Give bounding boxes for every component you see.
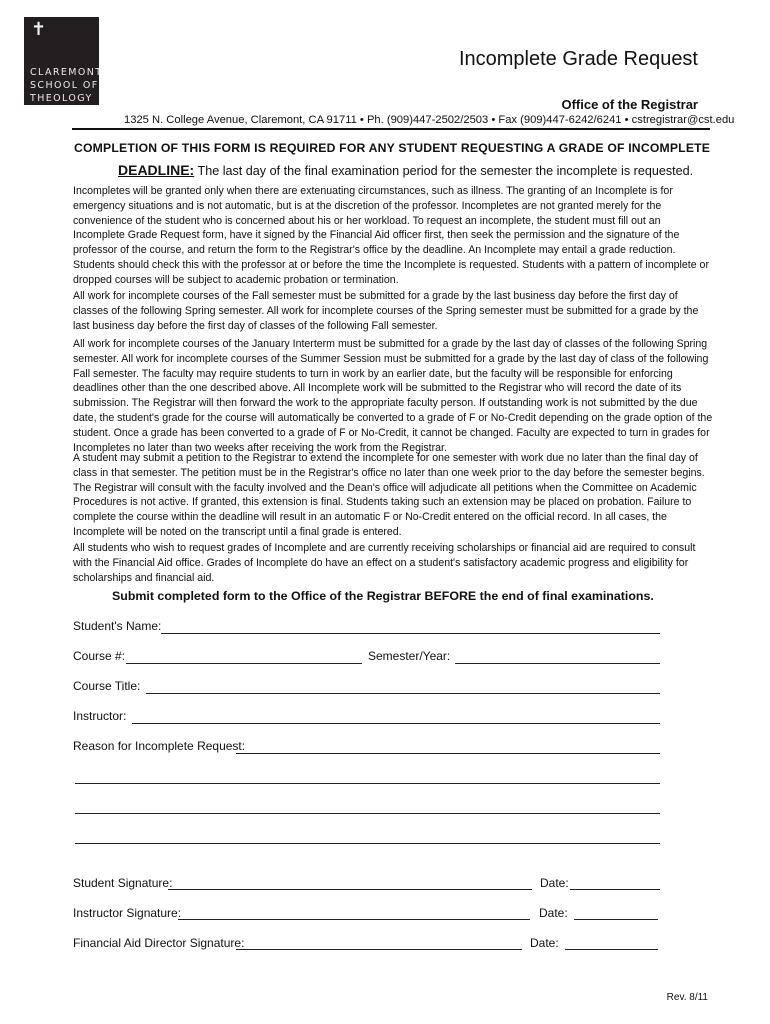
course-title-field[interactable] — [146, 693, 660, 694]
semester-year-field[interactable] — [455, 663, 660, 664]
reason-field-line[interactable] — [75, 843, 660, 844]
policy-paragraph: All work for incomplete courses of the Fall semester must be submitted for a grade by the last business day before the first day of classes of the following Spring semester. All work for incomplete courses of the Spring semester must be submitted for a grade by the last business day before the first day of classes of the following Fall semester. — [73, 290, 699, 332]
student-name-field[interactable] — [161, 633, 660, 634]
semester-year-label: Semester/Year: — [368, 649, 451, 663]
policy-paragraph: All work for incomplete courses of the January Interterm must be submitted for a grade by the last day of classes of the following Spring semester. All work for incomplete courses of the Summer Session must be submitted for a grade by the last day of class of the following Fall semester. The faculty may require students to turn in work by an earlier date, but the faculty will be responsible for enforcing deadlines other than the one described above. All Incomplete work will be submitted to the Registrar who will record the date of its submission. The Registrar will then forward the work to the appropriate faculty person. If outstanding work is not submitted by the due date, the student's grade for the course will automatically be converted to a grade of F or No-Credit depending on the grade option of the student. Once a grade has been converted to a grade of F or No-Credit, it cannot be changed. Faculty are expected to turn in grades for Incompletes no later than two weeks after receiving the work from the Registrar. — [73, 338, 713, 454]
completion-notice: COMPLETION OF THIS FORM IS REQUIRED FOR ANY STUDENT REQUESTING A GRADE OF INCOMPLETE — [74, 141, 711, 155]
fa-director-signature-label: Financial Aid Director Signature: — [73, 936, 245, 950]
deadline-line — [118, 162, 693, 178]
student-signature-field[interactable] — [168, 889, 532, 890]
logo-line-2: SCHOOL OF — [30, 80, 99, 91]
form-title: Incomplete Grade Request — [458, 48, 698, 70]
fa-director-date-label: Date: — [530, 936, 559, 950]
header-divider — [72, 128, 710, 130]
course-title-label: Course Title: — [73, 679, 141, 693]
instructor-field[interactable] — [132, 723, 660, 724]
reason-field-line[interactable] — [75, 783, 660, 784]
office-name: Office of the Registrar — [561, 97, 698, 112]
logo-line-3: THEOLOGY — [30, 93, 93, 104]
instructor-date-field[interactable] — [574, 919, 658, 920]
fa-director-signature-field[interactable] — [236, 949, 522, 950]
student-signature-label: Student Signature: — [73, 876, 173, 890]
policy-paragraph: Incompletes will be granted only when there are extenuating circumstances, such as illness. The granting of an Incomplete is for emergency situations and is not automatic, but is at the discretion of the professor. Incompletes are not granted merely for the convenience of the student who is concerned about his or her workload. To request an incomplete, the student must fill out an Incomplete Grade Request form, have it signed by the Financial Aid officer first, then seek the permission and the signature of the professor of the course, and return the form to the Registrar's office by the deadline. An Incomplete may entail a grade reduction. Students should check this with the professor at or before the time the Incomplete is requested. Students with a pattern of incomplete or dropped courses will be subject to academic probation or termination. — [73, 185, 709, 286]
policy-paragraph: All students who wish to request grades of Incomplete and are currently receiving scholarships or financial aid are required to consult with the Financial Aid office. Grades of Incomplete do have an effect on a student's satisfactory academic progress and eligibility for scholarships and financial aid. — [73, 542, 696, 584]
instructor-signature-field[interactable] — [178, 919, 530, 920]
submit-instruction: Submit completed form to the Office of the Registrar BEFORE the end of final examinations. — [112, 589, 654, 603]
logo-line-1: CLAREMONT — [30, 67, 103, 78]
cross-icon: ✝ — [31, 19, 47, 40]
fa-director-date-field[interactable] — [565, 949, 658, 950]
instructor-date-label: Date: — [539, 906, 568, 920]
instructor-label: Instructor: — [73, 709, 127, 723]
office-address: 1325 N. College Avenue, Claremont, CA 91711 • Ph. (909)447-2502/2503 • Fax (909)447-6242/6241 • cstregistrar@cst.edu — [124, 114, 735, 126]
course-number-field[interactable] — [126, 663, 362, 664]
school-logo — [24, 17, 103, 105]
reason-label: Reason for Incomplete Request: — [73, 739, 246, 753]
revision-note: Rev. 8/11 — [666, 992, 708, 1003]
course-number-label: Course #: — [73, 649, 126, 663]
reason-field[interactable] — [236, 753, 660, 754]
reason-field-line[interactable] — [75, 813, 660, 814]
student-date-label: Date: — [540, 876, 569, 890]
student-name-label: Student's Name: — [73, 619, 162, 633]
deadline-label: DEADLINE: — [118, 162, 195, 178]
deadline-text: The last day of the final examination period for the semester the incomplete is requested. — [194, 164, 694, 178]
instructor-signature-label: Instructor Signature: — [73, 906, 182, 920]
policy-paragraph: A student may submit a petition to the Registrar to extend the incomplete for one semester with work due no later than the final day of class in that semester. The petition must be in the Registrar's office no later than one week prior to the day before the semester begins. The Registrar will consult with the faculty involved and the Dean's office will adjudicate all petitions when the Committee on Academic Procedures is not active. If granted, this extension is final. Students taking such an extension may be placed on probation. Failure to complete the course within the deadline will result in an automatic F or No-Credit entered on the official record. In all cases, the Incomplete will be noted on the transcript until a final grade is entered. — [73, 452, 705, 538]
student-date-field[interactable] — [570, 889, 660, 890]
